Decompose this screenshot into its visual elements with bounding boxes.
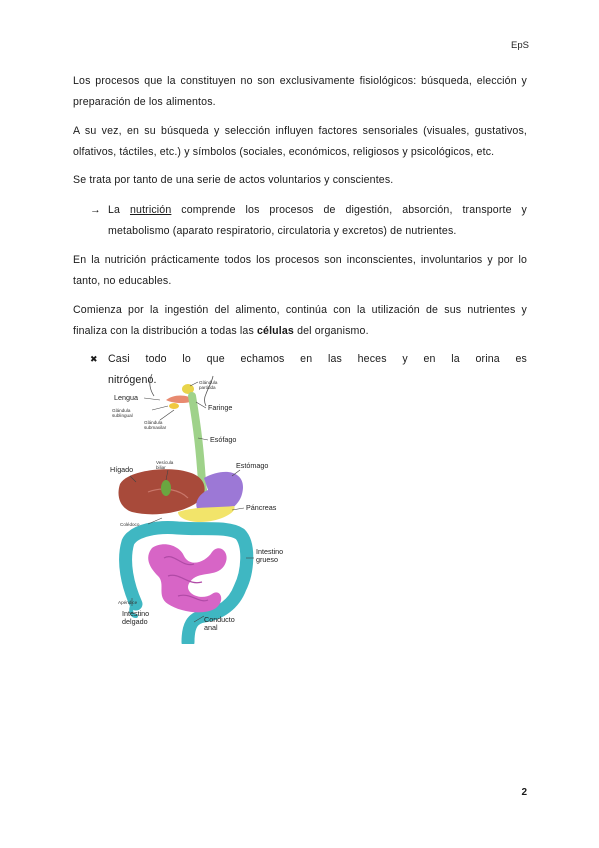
arrow-item-prefix: La: [108, 204, 121, 216]
sublingual-leader-line: [152, 406, 168, 410]
choledochus-label: Colédoco: [120, 522, 140, 527]
esophagus-label: Esófago: [210, 435, 237, 444]
liver-label: Hígado: [110, 465, 134, 474]
tongue-label: Lengua: [114, 393, 138, 402]
ingestion-line2-end: del organismo.: [297, 325, 369, 337]
paragraph-line: tanto, no educables.: [73, 275, 172, 287]
paragraph-processes: [73, 71, 527, 113]
anal-canal-label: Conducto anal: [204, 615, 235, 632]
paragraph-selection-factors: [73, 121, 527, 163]
large-intestine-label: Intestino grueso: [256, 547, 284, 564]
paragraph-line: Casi todo lo que echamos en las heces y en la orina es nitrógeno.: [108, 353, 527, 386]
paragraph-voluntary-acts: [73, 170, 527, 191]
ingestion-line2-start: finaliza con la distribución a todas las: [73, 325, 254, 337]
paragraph-line: Comienza por la ingestión del alimento, continúa con la utilización de sus nutrientes y: [73, 304, 527, 316]
tongue-leader-line: [144, 398, 160, 400]
digestive-system-illustration: [108, 372, 288, 644]
arrow-item-body: [108, 200, 527, 242]
paragraph-ingestion: [73, 300, 527, 342]
cells-keyword: células: [257, 325, 294, 337]
header-tag: EpS: [511, 40, 529, 51]
liver-shape: [119, 469, 205, 514]
paragraph-line: Los procesos que la constituyen no son exclusivamente fisiológicos: búsqueda, elección y: [73, 75, 527, 87]
arrow-icon: →: [90, 204, 101, 216]
nutrition-keyword: nutrición: [129, 204, 172, 216]
paragraph-line: En la nutrición prácticamente todos los procesos son inconscientes, involuntarios y por lo: [73, 254, 527, 266]
arrow-item-line1-rest: comprende los procesos de digestión, absorción, transporte y: [181, 204, 527, 216]
small-intestine-label: Intestino delgado: [122, 609, 150, 626]
digestive-system-figure: [108, 372, 288, 644]
paragraph-line: [73, 321, 527, 342]
submaxillary-label: Glándula submaxilar: [144, 420, 167, 431]
arrow-list-item: [90, 200, 527, 242]
gallbladder-label: Vesícula biliar: [156, 460, 174, 471]
paragraph-line: Se trata por tanto de una serie de actos voluntarios y conscientes.: [73, 174, 394, 186]
page-number: 2: [521, 787, 527, 798]
sublingual-label: Glándula sublingual: [112, 408, 133, 419]
pancreas-label: Páncreas: [246, 503, 277, 512]
sublingual-gland-shape: [169, 403, 179, 409]
pancreas-shape: [178, 506, 235, 522]
paragraph-line: A su vez, en su búsqueda y selección influyen factores sensoriales (visuales, gustativos,: [73, 125, 527, 137]
paragraph-line: [108, 200, 527, 221]
appendix-label: Apéndice: [118, 600, 138, 605]
cross-marker-icon: ✖: [90, 354, 98, 364]
head-outline: [150, 374, 154, 396]
pharynx-label: Faringe: [208, 403, 233, 412]
paragraph-line: metabolismo (aparato respiratorio, circulatoria y excretos) de nutrientes.: [108, 225, 457, 237]
paragraph-unconscious: [73, 250, 527, 292]
parotid-label: Glándula parótida: [199, 380, 218, 391]
paragraph-line: preparación de los alimentos.: [73, 96, 216, 108]
paragraph-line: olfativos, táctiles, etc.) y símbolos (sociales, económicos, religiosos y psicológicos, etc.: [73, 146, 495, 158]
stomach-label: Estómago: [236, 461, 269, 470]
submaxillary-leader-line: [160, 410, 174, 420]
parotid-leader-line: [190, 382, 198, 386]
gallbladder-shape: [161, 480, 171, 496]
small-intestine-shape: [148, 544, 226, 612]
